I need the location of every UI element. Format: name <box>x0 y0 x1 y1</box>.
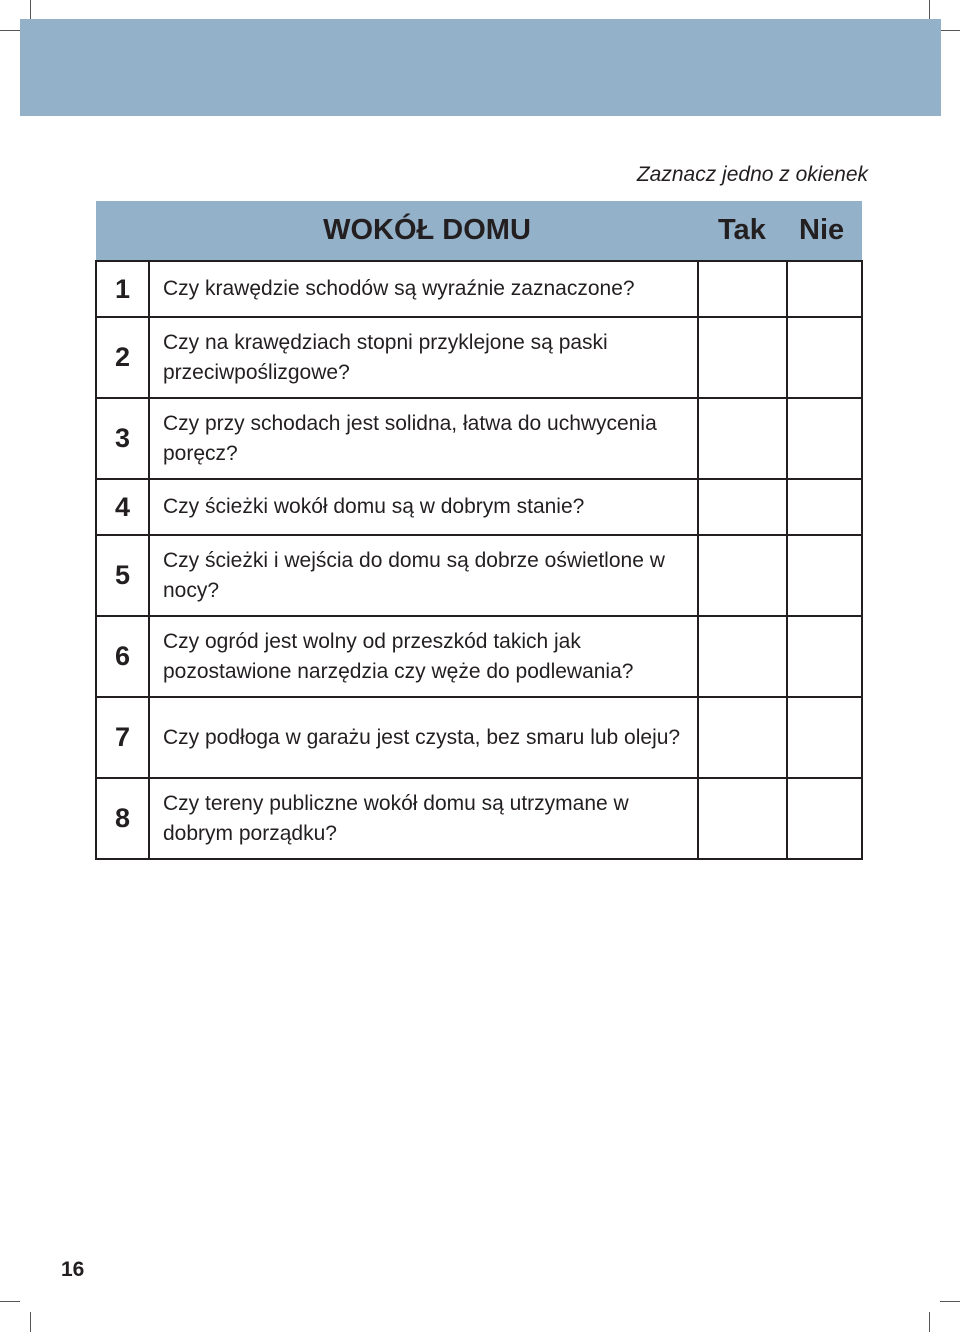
table-row <box>96 535 862 616</box>
row-number: 6 <box>96 616 149 697</box>
no-checkbox[interactable] <box>787 398 862 479</box>
crop-mark <box>940 30 960 31</box>
no-checkbox[interactable] <box>787 778 862 859</box>
row-number: 8 <box>96 778 149 859</box>
row-question: Czy ścieżki i wejścia do domu są dobrze oświetlone w nocy? <box>149 535 698 616</box>
row-question: Czy przy schodach jest solidna, łatwa do uchwycenia poręcz? <box>149 398 698 479</box>
no-checkbox[interactable] <box>787 697 862 778</box>
row-number: 3 <box>96 398 149 479</box>
crop-mark <box>940 1301 960 1302</box>
table-row <box>96 317 862 398</box>
no-checkbox[interactable] <box>787 479 862 535</box>
table-row <box>96 697 862 778</box>
page-number: 16 <box>61 1258 85 1281</box>
no-checkbox[interactable] <box>787 317 862 398</box>
crop-mark <box>929 0 930 20</box>
row-question: Czy ścieżki wokół domu są w dobrym stanie? <box>149 479 698 535</box>
row-number: 5 <box>96 535 149 616</box>
row-question: Czy podłoga w garażu jest czysta, bez smaru lub oleju? <box>149 697 698 778</box>
row-question: Czy tereny publiczne wokół domu są utrzymane w dobrym porządku? <box>149 778 698 859</box>
no-checkbox[interactable] <box>787 261 862 317</box>
row-question: Czy ogród jest wolny od przeszkód takich jak pozostawione narzędzia czy węże do podlewania? <box>149 616 698 697</box>
crop-mark <box>0 1301 20 1302</box>
table-row <box>96 261 862 317</box>
yes-checkbox[interactable] <box>698 479 787 535</box>
yes-checkbox[interactable] <box>698 317 787 398</box>
yes-checkbox[interactable] <box>698 778 787 859</box>
row-question: Czy krawędzie schodów są wyraźnie zaznaczone? <box>149 261 698 317</box>
column-header-no: Nie <box>799 214 845 246</box>
table-header-row <box>96 201 862 261</box>
table-row <box>96 398 862 479</box>
crop-mark <box>0 30 20 31</box>
row-number: 7 <box>96 697 149 778</box>
row-number: 1 <box>96 261 149 317</box>
row-number: 2 <box>96 317 149 398</box>
row-number: 4 <box>96 479 149 535</box>
table-title: WOKÓŁ DOMU <box>323 214 531 246</box>
checklist-table <box>95 201 863 860</box>
yes-checkbox[interactable] <box>698 261 787 317</box>
no-checkbox[interactable] <box>787 535 862 616</box>
yes-checkbox[interactable] <box>698 697 787 778</box>
table-row <box>96 616 862 697</box>
instruction-text: Zaznacz jedno z okienek <box>636 163 868 186</box>
header-banner <box>20 19 941 116</box>
no-checkbox[interactable] <box>787 616 862 697</box>
crop-mark <box>929 1312 930 1332</box>
column-header-yes: Tak <box>718 214 766 246</box>
yes-checkbox[interactable] <box>698 398 787 479</box>
table-row <box>96 479 862 535</box>
row-question: Czy na krawędziach stopni przyklejone są paski przeciwpoślizgowe? <box>149 317 698 398</box>
crop-mark <box>30 0 31 20</box>
yes-checkbox[interactable] <box>698 616 787 697</box>
table-row <box>96 778 862 859</box>
crop-mark <box>30 1312 31 1332</box>
yes-checkbox[interactable] <box>698 535 787 616</box>
